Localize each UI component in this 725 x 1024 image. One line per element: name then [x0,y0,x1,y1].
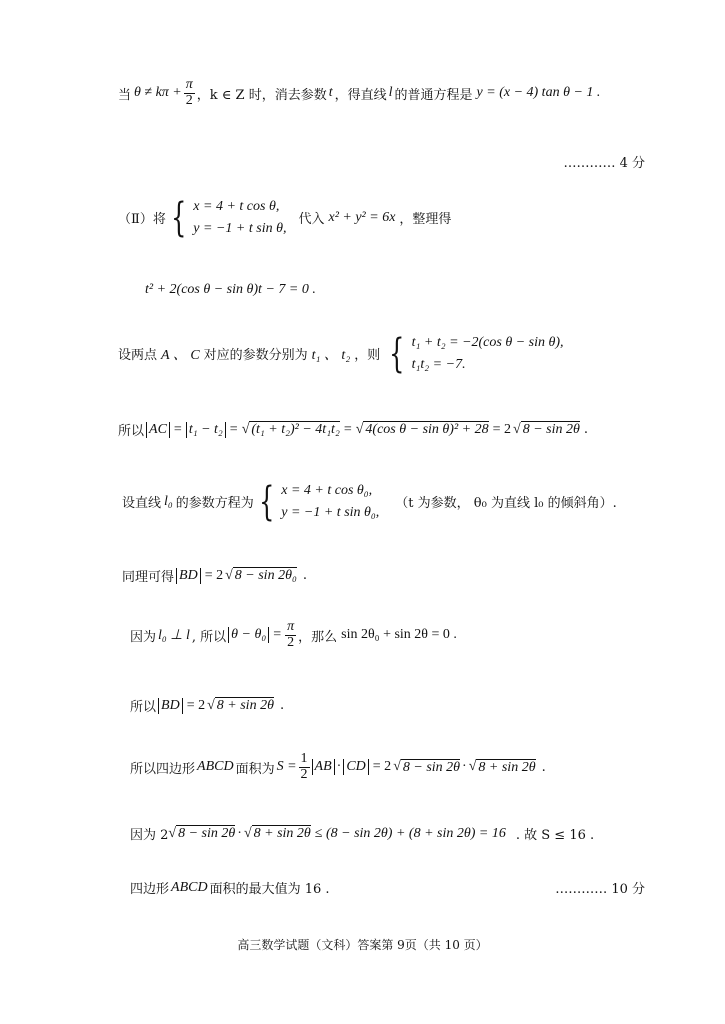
l10-sqrt2: 8 + sin 2θ [478,759,536,775]
l4-ts: t₁ 、 t₂ [311,347,351,363]
l12-abcd: ABCD [171,879,208,895]
l2-system [166,196,287,239]
l1-eq: y = (x − 4) tan θ − 1 . [476,85,601,101]
l8-prefix: 因为 [130,629,157,645]
l10-sqrt1: 8 − sin 2θ [402,759,461,775]
score-10: ………… 10 分 [555,882,645,897]
l10-s: S = [276,759,297,775]
l7-end: . [302,568,307,583]
l8-perp: l₀ ⊥ l [158,627,190,643]
l9-sqrt: 8 + sin 2θ [216,698,274,713]
l1-mid: ，k ∈ Z 时，消去参数 [196,87,327,103]
l10-root-sign-1: √ [393,759,401,775]
line-1 [118,78,600,108]
l4-then: ，则 [354,348,381,364]
l10-frac-den: 2 [300,766,308,782]
l10-dot2: · [462,759,467,775]
l4-mid: 对应的参数分别为 [203,348,308,364]
l6-system [254,480,379,523]
l5-eq2: = [229,421,238,437]
l10-abcd: ABCD [197,759,234,775]
l9-root-sign: √ [207,697,215,713]
l11-root-sign-2: √ [243,825,252,841]
l8-abs: θ − θ₀ [228,627,269,643]
l11-sqrt1: 8 − sin 2θ [178,826,236,841]
l8-fraction [285,620,296,650]
l2-prefix: （Ⅱ）将 [118,212,166,228]
l11-prefix: 因为 2 [130,828,169,843]
l6-mid: 的参数方程为 [175,496,254,512]
l3-eq: t² + 2(cos θ − sin θ)t − 7 = 0 . [145,282,316,297]
l5-eq1: = [173,421,182,437]
l8-then: ，那么 [298,629,338,645]
l12-text: 四边形 [130,882,170,897]
l1-frac-den: 2 [185,92,193,108]
l6-l0: l₀ [164,493,173,509]
line-2 [118,196,451,239]
l10-dot: · [336,759,342,775]
l1-t: t [328,85,333,101]
l5-abs2: t₁ − t₂ [186,422,226,438]
l1-fraction [184,78,195,108]
l1-mid2: ，得直线 [334,87,387,103]
l5-root-sign-1: √ [241,421,250,437]
l11-rest: ≤ (8 − sin 2θ) + (8 + sin 2θ) = 16 [314,825,506,841]
line-8 [130,620,457,650]
l2-sys [193,196,286,239]
l4-brace: { [389,330,405,377]
l4-sys [412,332,564,375]
page-footer: 高三数学试题（文科）答案第 9页（共 10 页） [237,938,488,952]
l9-bd: BD [158,698,183,714]
l1-cond: θ ≠ kπ + [134,85,182,101]
l7-prefix: 同理可得 [122,570,175,585]
l10-prefix: 所以四边形 [130,761,196,777]
l6-prefix: 设直线 [122,496,162,512]
l9-end: . [279,698,285,713]
l6-sys2: y = −1 + t sin θ₀, [281,504,380,520]
l2-mid: 代入 [298,212,325,228]
l10-root-sign-2: √ [468,759,477,775]
l7-root-sign: √ [225,567,233,583]
l4-prefix: 设两点 [118,348,158,364]
l12-rest: 面积的最大值为 16 . [209,882,330,897]
l6-sys [281,480,379,523]
l5-prefix: 所以 [118,424,145,439]
l4-system [384,332,563,375]
l2-eq: x² + y² = 6x [328,209,396,225]
l8-frac-num: π [287,619,295,634]
l8-eq: = [273,627,282,643]
l1-mid3: 的普通方程是 [394,87,473,103]
l2-end: ，整理得 [399,212,452,228]
l11-end: . 故 S ≤ 16 . [515,828,595,843]
l6-note: （t 为参数， θ₀ 为直线 l₀ 的倾斜角）. [395,496,617,512]
l7-eq: = 2 [204,567,224,583]
line-4 [118,332,564,375]
l2-sys2: y = −1 + t sin θ, [193,220,287,236]
l7-sqrt: 8 − sin 2θ₀ [234,568,297,583]
l2-sys1: x = 4 + t cos θ, [193,199,280,214]
l10-end: . [541,759,546,775]
line-3 [145,282,316,298]
l9-eq: = 2 [186,697,206,713]
l10-ab: AB [312,759,335,775]
l5-root-sign-3: √ [513,421,521,437]
l6-sys1: x = 4 + t cos θ₀, [281,483,373,498]
l8-eq2: sin 2θ₀ + sin 2θ = 0 . [341,627,457,643]
l11-root-sign-1: √ [168,825,177,841]
l1-prefix: 当 [118,87,132,103]
l8-mid: , 所以 [191,629,227,645]
line-6 [122,480,617,523]
l5-root-sign-2: √ [355,421,364,437]
l4-sys2: t₁t₂ = −7. [411,356,466,372]
l5-sqrt2: 4(cos θ − sin θ)² + 28 [365,422,489,437]
l5-eq4: = 2 [492,421,511,437]
l10-mid: 面积为 [235,761,275,777]
l5-eq3: = [343,421,352,437]
l8-frac-den: 2 [287,634,295,650]
line-11 [130,824,594,843]
l5-end: . [583,422,588,437]
l2-brace: { [170,194,187,241]
line-7 [122,566,307,585]
line-12 [130,878,330,897]
l4-ac: A 、 C [161,347,200,363]
l1-frac-num: π [185,77,193,92]
l10-cd: CD [343,759,368,775]
l4-sys1: t₁ + t₂ = −2(cos θ − sin θ), [411,335,564,350]
score-4: ………… 4 分 [563,156,645,171]
l7-bd: BD [176,568,201,584]
line-9 [130,696,284,715]
l5-ac: AC [146,422,170,438]
l6-brace: { [258,478,275,525]
l10-eq: = 2 [372,759,392,775]
l1-l: l [388,85,393,101]
line-10 [130,752,546,782]
line-5 [118,420,588,439]
l10-fraction [299,752,310,782]
l9-prefix: 所以 [130,700,157,715]
l5-sqrt3: 8 − sin 2θ [522,422,580,437]
l11-sqrt2: 8 + sin 2θ [253,826,311,841]
l10-frac-num: 1 [300,751,308,766]
l5-sqrt1: (t₁ + t₂)² − 4t₁t₂ [251,422,340,437]
l11-dot: · [237,825,242,841]
